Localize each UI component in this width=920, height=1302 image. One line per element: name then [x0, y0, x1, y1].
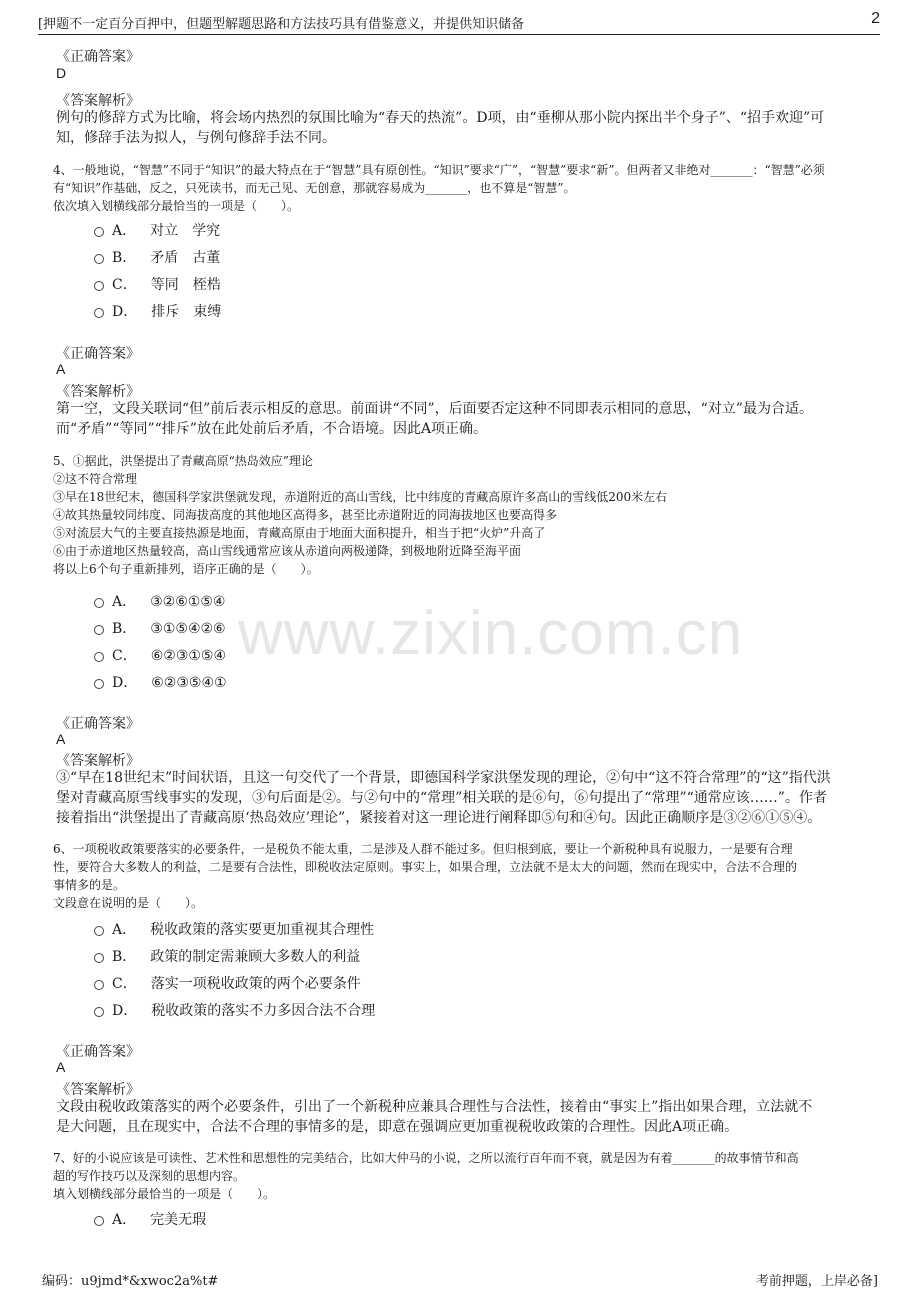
radio-icon[interactable]	[94, 254, 104, 264]
analysis-line: 而“矛盾”“等同”“排斥”放在此处前后矛盾，不合语境。因此A项正确。	[56, 421, 488, 437]
question-6	[53, 840, 865, 912]
footer-code: 编码：u9jmd*&xwoc2a%t#	[42, 1274, 219, 1289]
correct-answer-heading: 《正确答案》	[56, 716, 140, 732]
analysis-line: 文段由税收政策落实的两个必要条件，引出了一个新税种应兼具合理性与合法性，接着由“事实上”指出如果合理，立法就不	[56, 1099, 813, 1115]
question-7	[53, 1149, 865, 1203]
radio-icon[interactable]	[94, 598, 104, 608]
question-line: 4、一般地说，“智慧”不同于“知识”的最大特点在于“智慧”具有原创性。“知识”要求“广”，“智慧”要求“新”。但两者又非绝对_______：“智慧”必须	[53, 163, 825, 177]
radio-icon[interactable]	[94, 1216, 104, 1226]
option-a[interactable]: A． 完美无瑕	[94, 1209, 206, 1229]
option-text: ③②⑥①⑤④	[150, 594, 226, 610]
footer-slogan: 考前押题，上岸必备]	[755, 1274, 878, 1289]
page-number: 2	[871, 10, 880, 27]
option-d[interactable]: D． 税收政策的落实不力多因合法不合理	[94, 1000, 375, 1020]
question-line: 超的写作技巧以及深刻的思想内容。	[53, 1169, 246, 1183]
page-header	[38, 10, 880, 35]
question-4	[53, 161, 865, 215]
question-line: 文段意在说明的是（ ）。	[53, 896, 204, 910]
option-text: 完美无瑕	[150, 1212, 207, 1228]
option-text: 政策的制定需兼顾大多数人的利益	[150, 949, 361, 965]
question-line: 将以上6个句子重新排列，语序正确的是（ ）。	[53, 562, 319, 576]
question-5	[53, 452, 865, 578]
question-line: 性，要符合大多数人的利益，二是要有合法性，即税收法定原则。事实上，如果合理，立法就不是太大的问题，然而在现实中，合法不合理的	[53, 860, 798, 874]
analysis-text	[56, 1097, 866, 1137]
option-text: ⑥②③①⑤④	[150, 648, 227, 664]
correct-answer-value: D	[56, 65, 67, 81]
question-line: 填入划横线部分最恰当的一项是（ ）。	[53, 1187, 276, 1201]
question-line: 5、①据此，洪堡提出了青藏高原“热岛效应”理论	[53, 454, 313, 468]
question-line: 有“知识”作基础，反之，只死读书，而无己见、无创意，那就容易成为_______，也不算是“智慧”。	[53, 181, 576, 195]
option-text: ⑥②③⑤④①	[151, 675, 227, 691]
option-text: 对立 学究	[150, 223, 221, 239]
option-text: 等同 桎梏	[150, 277, 221, 293]
correct-answer-heading: 《正确答案》	[56, 346, 140, 362]
analysis-line: 是大问题，且在现实中，合法不合理的事情多的是，即意在强调应更加重视税收政策的合理性。因此A项正确。	[56, 1119, 739, 1135]
analysis-text	[56, 399, 866, 439]
analysis-line: 接着指出“洪堡提出了青藏高原‘热岛效应’理论”，紧接着对这一理论进行阐释即⑤句和④句。因此正确顺序是③②⑥①⑤④。	[56, 810, 822, 826]
analysis-line: 第一空，文段关联词“但”前后表示相反的意思。前面讲“不同”，后面要否定这种不同即表示相同的意思，“对立”最为合适。	[56, 401, 813, 417]
correct-answer-value: A	[56, 361, 66, 377]
radio-icon[interactable]	[94, 281, 104, 291]
correct-answer-heading: 《正确答案》	[56, 1044, 140, 1060]
option-a[interactable]: A． 对立 学究	[94, 220, 220, 240]
option-text: 矛盾 古董	[150, 250, 221, 266]
correct-answer-value: A	[56, 731, 66, 747]
option-c[interactable]: C． 落实一项税收政策的两个必要条件	[94, 973, 361, 993]
watermark: www.zixin.com.cn	[238, 599, 744, 668]
question-line: 7、好的小说应该是可读性、艺术性和思想性的完美结合，比如大仲马的小说，之所以流行百年而不衰，就是因为有着_______的故事情节和高	[53, 1151, 799, 1165]
question-line: ⑤对流层大气的主要直接热源是地面，青藏高原由于地面大面积提升，相当于把“火炉”升高了	[53, 526, 546, 540]
analysis-line: 例句的修辞方式为比喻，将会场内热烈的氛围比喻为“春天的热流”。D项，由“垂柳从那小院内探出半个身子”、“招手欢迎”可	[56, 110, 825, 126]
analysis-line: 堡对青藏高原雪线事实的发现，③句后面是②。与②句中的“常理”相关联的是⑥句，⑥句提出了“常理”“通常应该……”。作者	[56, 790, 827, 806]
correct-answer-heading: 《正确答案》	[56, 49, 140, 65]
radio-icon[interactable]	[94, 1007, 104, 1017]
question-line: 6、一项税收政策要落实的必要条件，一是税负不能太重，二是涉及人群不能过多。但归根到底，要让一个新税种具有说服力，一是要有合理	[53, 842, 793, 856]
option-c[interactable]: C． ⑥②③①⑤④	[94, 645, 226, 665]
analysis-heading: 《答案解析》	[56, 93, 140, 109]
option-text: 排斥 束缚	[151, 304, 222, 320]
option-text: ③①⑤④②⑥	[150, 621, 226, 637]
radio-icon[interactable]	[94, 953, 104, 963]
radio-icon[interactable]	[94, 308, 104, 318]
option-b[interactable]: B． 矛盾 古董	[94, 247, 220, 267]
header-note: [押题不一定百分百押中，但题型解题思路和方法技巧具有借鉴意义，并提供知识储备	[38, 17, 525, 32]
option-b[interactable]: B． ③①⑤④②⑥	[94, 618, 226, 638]
analysis-line: ③“早在18世纪末”时间状语，且这一句交代了一个背景，即德国科学家洪堡发现的理论，②句中“这不符合常理”的“这”指代洪	[56, 770, 831, 786]
question-line: ⑥由于赤道地区热量较高，高山雪线通常应该从赤道向两极递降，到极地附近降至海平面	[53, 544, 522, 558]
radio-icon[interactable]	[94, 652, 104, 662]
question-line: ②这不符合常理	[53, 472, 138, 486]
option-a[interactable]: A． ③②⑥①⑤④	[94, 591, 225, 611]
analysis-text	[56, 768, 866, 828]
option-text: 落实一项税收政策的两个必要条件	[150, 976, 361, 992]
radio-icon[interactable]	[94, 625, 104, 635]
radio-icon[interactable]	[94, 980, 104, 990]
option-b[interactable]: B． 政策的制定需兼顾大多数人的利益	[94, 946, 360, 966]
analysis-heading: 《答案解析》	[56, 384, 140, 400]
option-a[interactable]: A． 税收政策的落实要更加重视其合理性	[94, 919, 374, 939]
option-d[interactable]: D． ⑥②③⑤④①	[94, 672, 227, 692]
option-d[interactable]: D． 排斥 束缚	[94, 301, 221, 321]
radio-icon[interactable]	[94, 679, 104, 689]
option-text: 税收政策的落实要更加重视其合理性	[150, 922, 375, 938]
question-line: ④故其热量较同纬度、同海拔高度的其他地区高得多，甚至比赤道附近的同海拔地区也要高得多	[53, 508, 558, 522]
analysis-heading: 《答案解析》	[56, 1082, 140, 1098]
question-line: 依次填入划横线部分最恰当的一项是（ ）。	[53, 199, 300, 213]
radio-icon[interactable]	[94, 926, 104, 936]
option-c[interactable]: C． 等同 桎梏	[94, 274, 221, 294]
option-text: 税收政策的落实不力多因合法不合理	[151, 1003, 376, 1019]
analysis-heading: 《答案解析》	[56, 753, 140, 769]
question-line: ③早在18世纪末，德国科学家洪堡就发现，赤道附近的高山雪线，比中纬度的青藏高原许多高山的雪线低200米左右	[53, 490, 668, 504]
analysis-text	[56, 108, 866, 148]
analysis-line: 知，修辞手法为拟人，与例句修辞手法不同。	[56, 130, 336, 146]
radio-icon[interactable]	[94, 227, 104, 237]
correct-answer-value: A	[56, 1059, 66, 1075]
question-line: 事情多的是。	[53, 878, 126, 892]
